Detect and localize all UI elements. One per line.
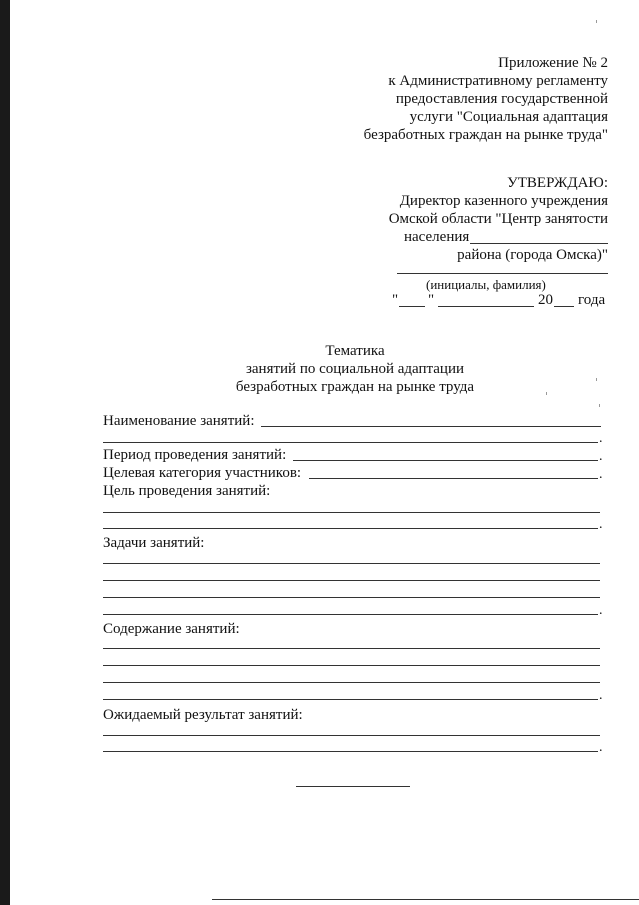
name-field-end-dot: .	[599, 431, 603, 446]
content-field-line-2[interactable]	[103, 665, 600, 666]
result-label: Ожидаемый результат занятий:	[103, 707, 303, 723]
scan-speck	[596, 378, 597, 381]
tasks-field-line-2[interactable]	[103, 580, 600, 581]
date-month-line	[438, 306, 534, 307]
signature-line	[397, 273, 608, 274]
heading-line-3: безработных граждан на рынке труда	[235, 379, 475, 395]
approval-line-3: населения	[404, 229, 470, 245]
approval-title: УТВЕРЖДАЮ:	[507, 175, 608, 191]
category-field-line[interactable]	[309, 478, 598, 479]
content-field-line-1[interactable]	[103, 648, 600, 649]
name-label: Наименование занятий:	[103, 413, 255, 429]
period-field-end-dot: .	[599, 449, 603, 464]
appendix-line-3: предоставления государственной	[395, 91, 608, 107]
scan-speck	[599, 404, 600, 407]
period-field-line[interactable]	[293, 460, 598, 461]
approval-line-4: района (города Омска)"	[457, 247, 608, 263]
content-label: Содержание занятий:	[103, 621, 240, 637]
goal-field-line-1[interactable]	[103, 512, 600, 513]
goal-field-line-2[interactable]	[103, 528, 598, 529]
approval-line-2: Омской области "Центр занятости	[388, 211, 608, 227]
approval-line-1: Директор казенного учреждения	[399, 193, 608, 209]
tasks-field-line-3[interactable]	[103, 597, 600, 598]
closing-separator	[296, 786, 410, 787]
result-field-line-1[interactable]	[103, 735, 600, 736]
date-day-line	[399, 306, 425, 307]
tasks-label: Задачи занятий:	[103, 535, 205, 551]
date-year-line	[554, 306, 574, 307]
tasks-field-end-dot: .	[599, 603, 603, 618]
heading-line-2: занятий по социальной адаптации	[245, 361, 465, 377]
scan-speck	[546, 392, 547, 395]
date-year-prefix: 20	[538, 292, 553, 308]
appendix-line-4: услуги "Социальная адаптация	[409, 109, 608, 125]
heading-line-1: Тематика	[325, 343, 385, 359]
period-label: Период проведения занятий:	[103, 447, 287, 463]
appendix-line-5: безработных граждан на рынке труда"	[363, 127, 608, 143]
category-label: Целевая категория участников:	[103, 465, 302, 481]
result-field-end-dot: .	[599, 740, 603, 755]
date-quote-close: "	[428, 292, 435, 308]
page-bottom-edge	[212, 899, 639, 900]
result-field-line-2[interactable]	[103, 751, 598, 752]
name-field-line-2[interactable]	[103, 442, 598, 443]
name-field-line-1[interactable]	[261, 426, 601, 427]
appendix-line-2: к Административному регламенту	[388, 73, 608, 89]
office-blank-line	[470, 243, 608, 244]
date-quote-open: "	[392, 292, 399, 308]
content-field-line-3[interactable]	[103, 682, 600, 683]
initials-caption: (инициалы, фамилия)	[426, 277, 546, 292]
goal-field-end-dot: .	[599, 517, 603, 532]
scan-edge	[0, 0, 10, 905]
scan-speck	[596, 20, 597, 23]
category-field-end-dot: .	[599, 467, 603, 482]
appendix-line-1: Приложение № 2	[498, 55, 608, 71]
content-field-line-4[interactable]	[103, 699, 598, 700]
content-field-end-dot: .	[599, 688, 603, 703]
date-year-suffix: года	[578, 292, 606, 308]
tasks-field-line-1[interactable]	[103, 563, 600, 564]
goal-label: Цель проведения занятий:	[103, 483, 271, 499]
tasks-field-line-4[interactable]	[103, 614, 598, 615]
